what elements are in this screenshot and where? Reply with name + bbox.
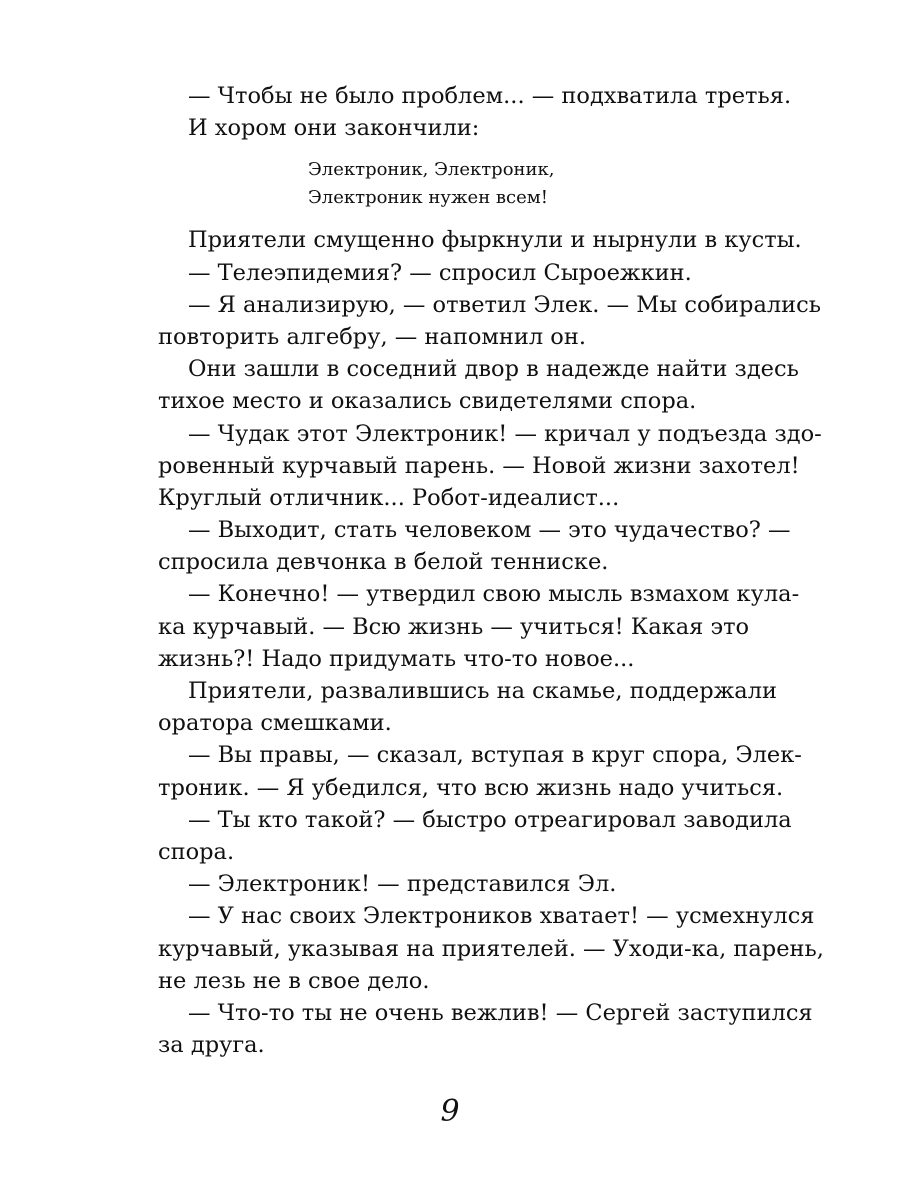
text-line: — Выходит, стать человеком — это чудачество? — xyxy=(188,517,791,544)
text-line: — Ты кто такой? — быстро отреагировал заводила xyxy=(188,806,792,833)
text-line: жизнь?! Надо придумать что-то новое... xyxy=(158,645,635,672)
text-line: оратора смешками. xyxy=(158,710,392,737)
text-line: за друга. xyxy=(158,1032,265,1059)
text-line: — Чтобы не было проблем... — подхватила третья. xyxy=(188,83,792,109)
text-line: троник. — Я убедился, что всю жизнь надо учиться. xyxy=(158,774,784,801)
text-line: Они зашли в соседний двор в надежде найти здесь xyxy=(188,356,799,383)
text-line: — Вы правы, — сказал, вступая в круг спора, Элек- xyxy=(188,742,802,769)
page-number: 9 xyxy=(440,1094,460,1129)
text-block-after-verse xyxy=(158,224,824,1061)
text-line: Приятели, развалившись на скамье, поддержали xyxy=(188,678,777,704)
text-line: тихое место и оказались свидетелями спора. xyxy=(158,388,697,415)
text-line: не лезь не в свое дело. xyxy=(158,967,430,994)
text-line: — Я анализирую, — ответил Элек. — Мы собирались xyxy=(188,291,821,318)
text-line: повторить алгебру, — напомнил он. xyxy=(158,323,586,350)
text-line: Круглый отличник... Робот-идеалист... xyxy=(158,484,620,511)
text-line: спросила девчонка в белой тенниске. xyxy=(158,549,609,576)
verse-line: Электроник, Электроник, xyxy=(308,159,555,181)
text-line: — Что-то ты не очень вежлив! — Сергей заступился xyxy=(188,999,813,1026)
text-line: — Электроник! — представился Эл. xyxy=(188,871,617,898)
text-line: — Конечно! — утвердил свою мысль взмахом кула- xyxy=(188,581,800,608)
text-line: И хором они закончили: xyxy=(188,115,480,142)
page-body xyxy=(158,80,824,1061)
text-line: — Чудак этот Электроник! — кричал у подъезда здо- xyxy=(188,420,822,447)
verse-block xyxy=(158,156,732,212)
text-line: спора. xyxy=(158,838,235,865)
text-line: — Телеэпидемия? — спросил Сыроежкин. xyxy=(188,259,692,286)
text-line: — У нас своих Электроников хватает! — усмехнулся xyxy=(188,903,815,930)
text-line: ка курчавый. — Всю жизнь — учиться! Какая это xyxy=(158,613,750,640)
verse-line: Электроник нужен всем! xyxy=(308,187,549,209)
text-line: ровенный курчавый парень. — Новой жизни захотел! xyxy=(158,452,800,479)
text-block-before-verse xyxy=(158,80,792,144)
text-line: Приятели смущенно фыркнули и нырнули в кусты. xyxy=(188,227,802,254)
text-line: курчавый, указывая на приятелей. — Уходи-ка, парень, xyxy=(158,935,824,962)
